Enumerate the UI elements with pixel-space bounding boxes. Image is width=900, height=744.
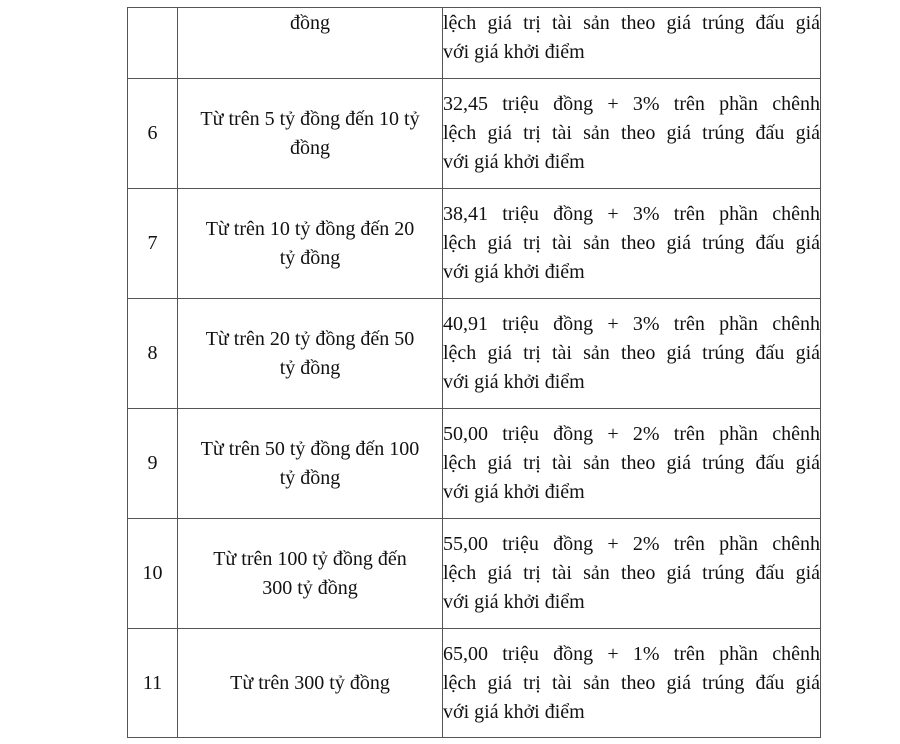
fee-line: lệch giá trị tài sản theo giá trúng đấu giá (443, 562, 820, 584)
value-range-cell (178, 629, 443, 738)
table-row (128, 79, 821, 189)
value-range-line: 300 tỷ đồng (262, 576, 358, 599)
row-number-cell: 10 (128, 519, 178, 629)
fee-line: 40,91 triệu đồng + 3% trên phần chênh (443, 313, 820, 335)
fee-line: lệch giá trị tài sản theo giá trúng đấu giá (443, 122, 820, 144)
fee-line: 65,00 triệu đồng + 1% trên phần chênh (443, 642, 820, 665)
value-range-cell (178, 79, 443, 189)
value-range-line: đồng (290, 12, 330, 34)
fee-cell (443, 299, 821, 409)
fee-line: 55,00 triệu đồng + 2% trên phần chênh (443, 533, 820, 555)
table-row (128, 8, 821, 79)
value-range-line: Từ trên 10 tỷ đồng đến 20 (205, 217, 415, 240)
table-row (128, 409, 821, 519)
row-number-cell: 7 (128, 189, 178, 299)
fee-line: với giá khởi điểm (443, 371, 585, 393)
value-range-line: tỷ đồng (279, 356, 341, 379)
value-range-line: đồng (290, 136, 330, 159)
table-row (128, 629, 821, 738)
value-range-line: tỷ đồng (279, 466, 341, 489)
row-number-cell: 9 (128, 409, 178, 519)
fee-line: với giá khởi điểm (443, 481, 585, 503)
row-number-cell (128, 8, 178, 79)
fee-line: 50,00 triệu đồng + 2% trên phần chênh (443, 423, 820, 445)
row-number-cell: 6 (128, 79, 178, 189)
value-range-cell (178, 8, 443, 79)
value-range-cell (178, 409, 443, 519)
fee-cell (443, 8, 821, 79)
table-row (128, 299, 821, 409)
table-row (128, 519, 821, 629)
auction-fee-table (127, 7, 821, 738)
value-range-line: Từ trên 5 tỷ đồng đến 10 tỷ (200, 107, 420, 130)
fee-cell (443, 189, 821, 299)
fee-line: với giá khởi điểm (443, 261, 585, 283)
value-range-line: Từ trên 300 tỷ đồng (230, 671, 390, 694)
value-range-cell (178, 189, 443, 299)
fee-cell (443, 629, 821, 738)
fee-cell (443, 409, 821, 519)
fee-line: lệch giá trị tài sản theo giá trúng đấu giá (443, 452, 820, 474)
row-number-cell: 8 (128, 299, 178, 409)
value-range-cell (178, 519, 443, 629)
value-range-line: tỷ đồng (279, 246, 341, 269)
table-row (128, 189, 821, 299)
value-range-cell (178, 299, 443, 409)
value-range-line: Từ trên 50 tỷ đồng đến 100 (200, 437, 420, 460)
fee-cell (443, 519, 821, 629)
fee-line: với giá khởi điểm (443, 151, 585, 173)
fee-line: lệch giá trị tài sản theo giá trúng đấu giá (443, 342, 820, 364)
fee-line: lệch giá trị tài sản theo giá trúng đấu giá (443, 12, 820, 34)
value-range-line: Từ trên 20 tỷ đồng đến 50 (205, 327, 415, 350)
fee-line: 32,45 triệu đồng + 3% trên phần chênh (443, 93, 820, 115)
fee-line: với giá khởi điểm (443, 41, 585, 63)
fee-line: với giá khởi điểm (443, 591, 585, 613)
fee-line: lệch giá trị tài sản theo giá trúng đấu giá (443, 232, 820, 254)
value-range-line: Từ trên 100 tỷ đồng đến (213, 547, 407, 570)
row-number-cell: 11 (128, 629, 178, 738)
fee-cell (443, 79, 821, 189)
fee-line: với giá khởi điểm (443, 700, 585, 723)
fee-line: lệch giá trị tài sản theo giá trúng đấu giá (443, 671, 820, 694)
fee-line: 38,41 triệu đồng + 3% trên phần chênh (443, 203, 820, 225)
